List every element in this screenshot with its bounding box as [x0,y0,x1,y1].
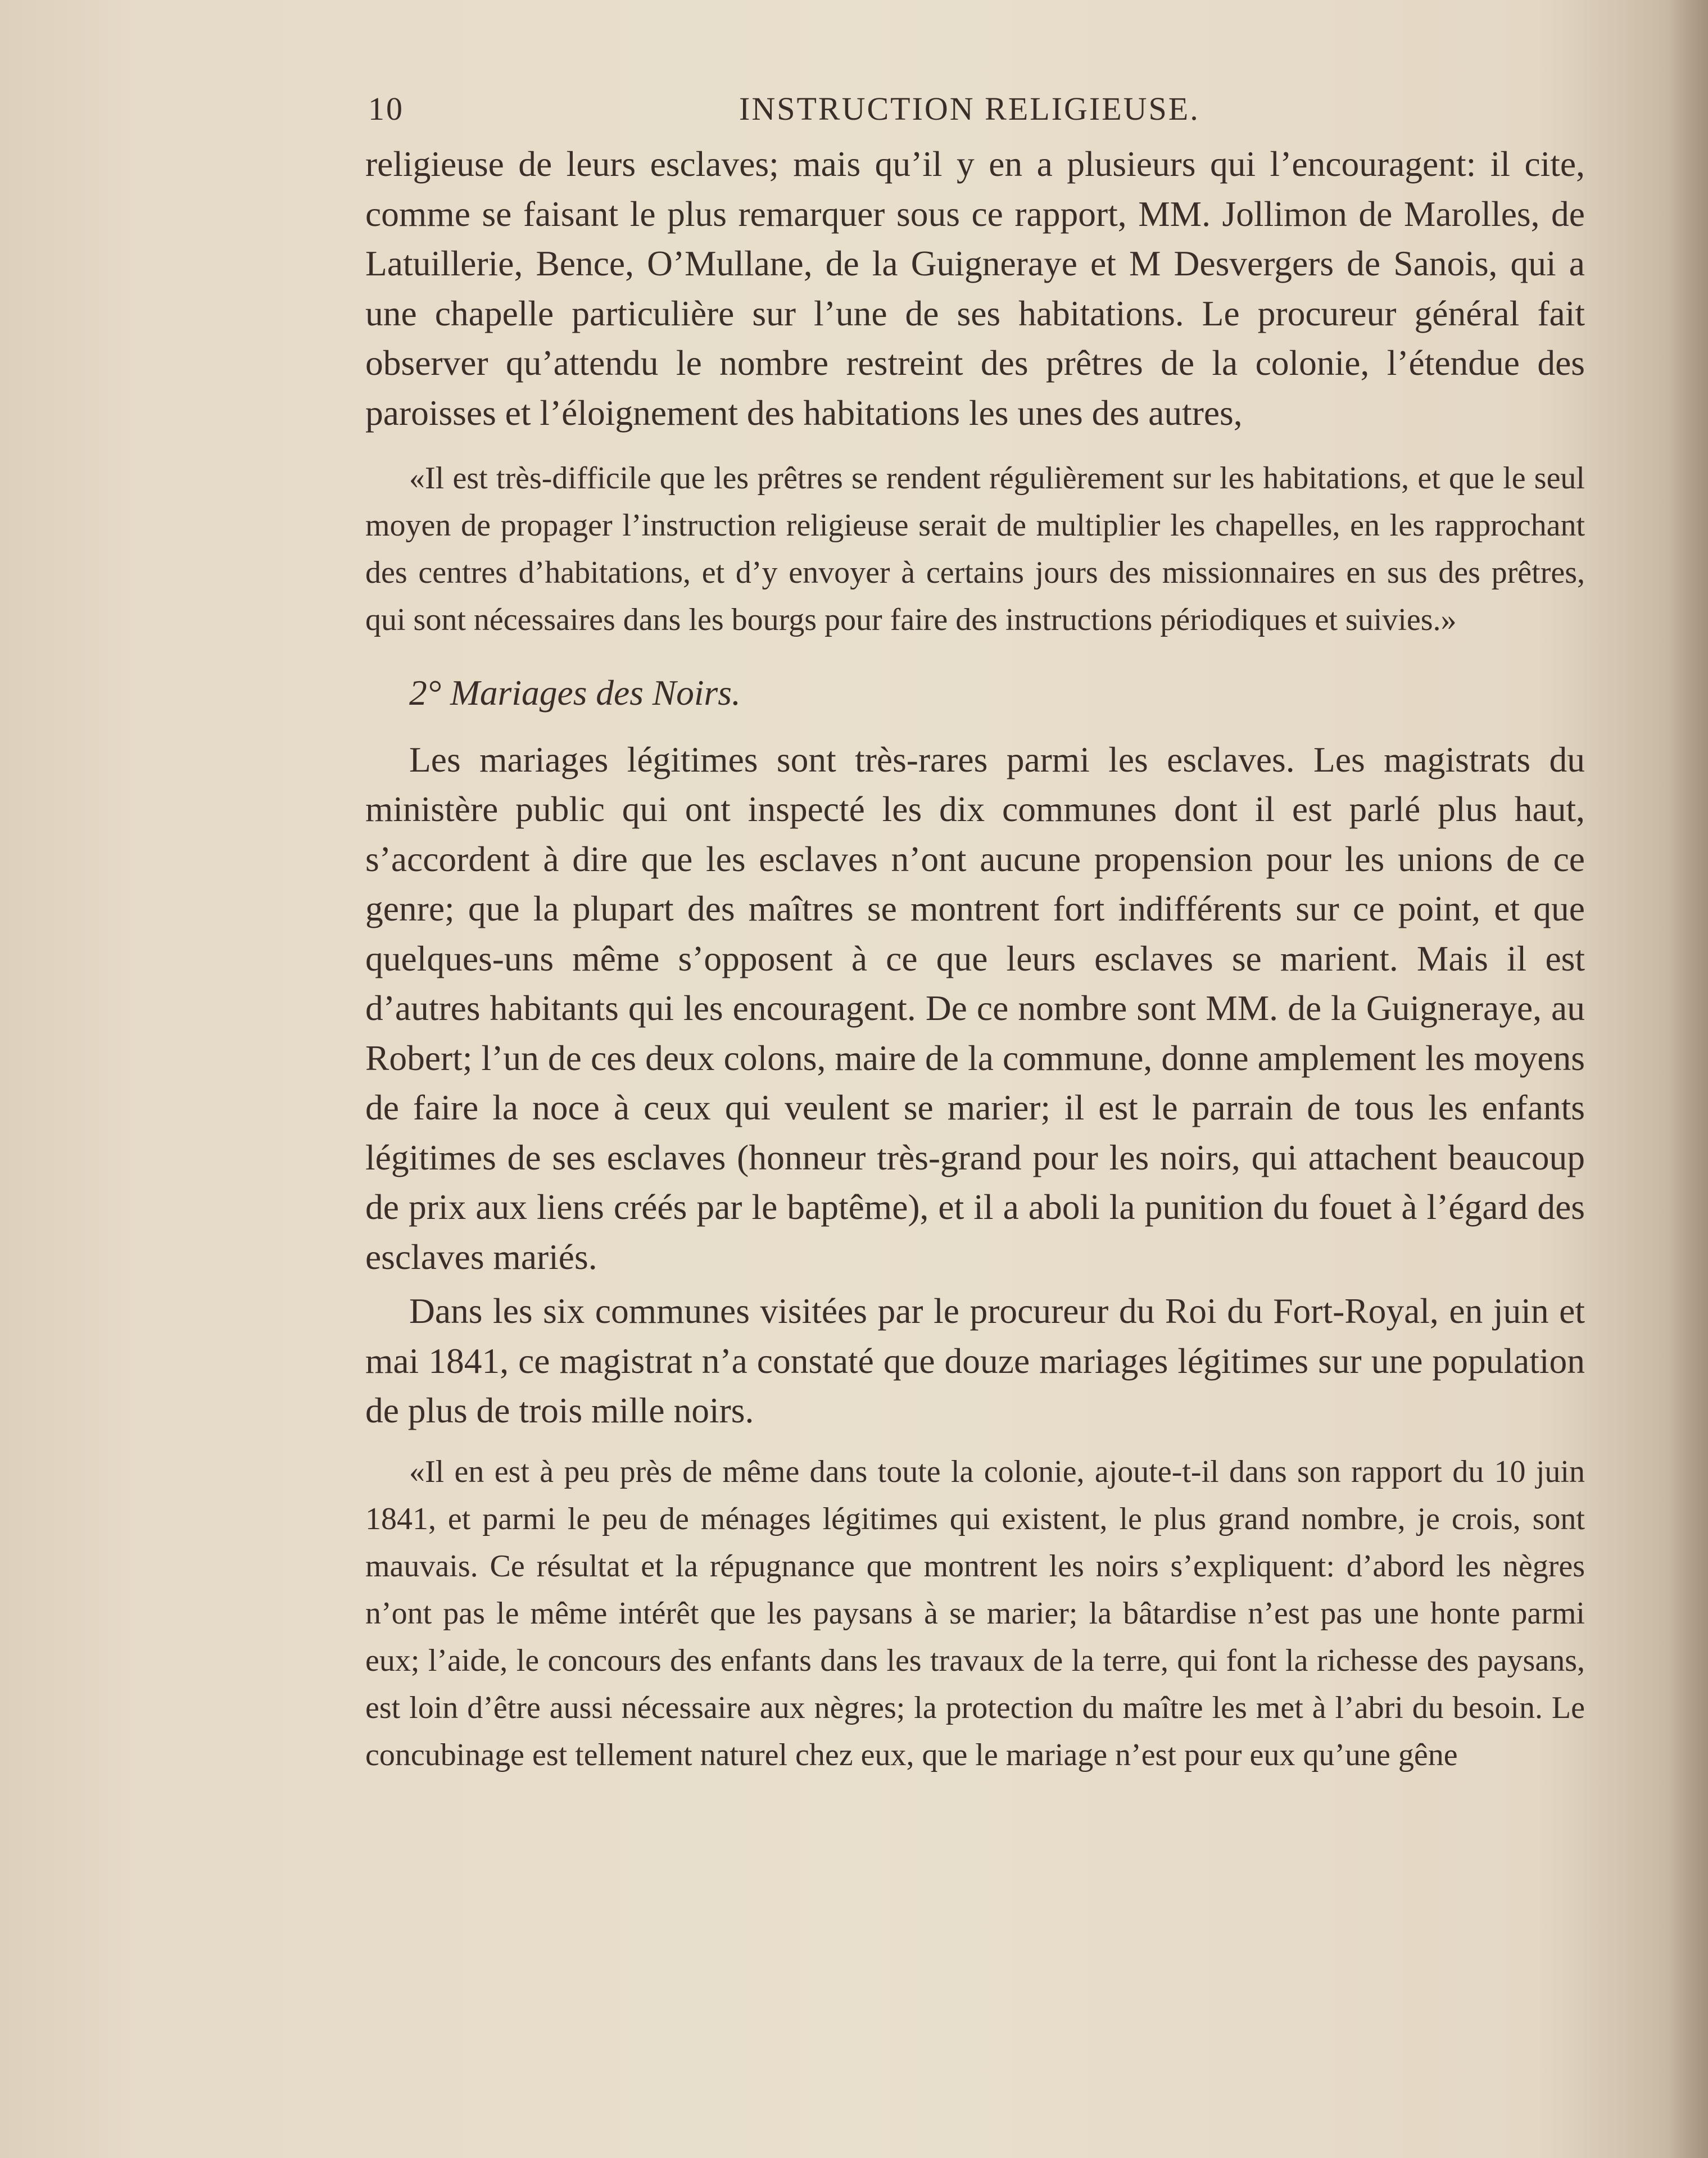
block-quote-procureur: «Il est très-difficile que les prêtres se rendent régulièrement sur les habitations, et que le seul moyen de propager l’instruction religieuse serait de multiplier les chapelles, en les rapprochant des centres d’habitations, et d’y envoyer à certains jours des missionnaires en sus des prêtres, qui sont nécessaires dans les bourgs pour faire des instructions périodiques et suivies.» [365,461,1585,637]
paragraph-mariages: Les mariages légitimes sont très-rares parmi les esclaves. Les magistrats du ministère public qui ont inspecté les dix communes dont il est parlé plus haut, s’accordent à dire que les esclaves n’ont aucune propension pour les unions de ce genre; que la plupart des maîtres se montrent fort indifférents sur ce point, et que quelques-uns même s’opposent à ce que leurs esclaves se marient. Mais il est d’autres habitants qui les encouragent. De ce nombre sont MM. de la Guigneraye, au Robert; l’un de ces deux colons, maire de la commune, donne amplement les moyens de faire la noce à ceux qui veulent se marier; il est le parrain de tous les enfants légitimes de ses esclaves (honneur très-grand pour les noirs, qui attachent beaucoup de prix aux liens créés par le baptême), et il a aboli la punition du fouet à l’égard des esclaves mariés. [365,739,1585,1277]
body-text [365,139,1585,1779]
running-head [368,90,1576,135]
running-title: INSTRUCTION RELIGIEUSE. [739,90,1200,127]
page-number: 10 [368,90,404,127]
section-heading: 2° Mariages des Noirs. [409,673,741,713]
block-quote-rapport: «Il en est à peu près de même dans toute la colonie, ajoute-t-il dans son rapport du 10 juin 1841, et parmi le peu de ménages légitimes qui existent, le plus grand nombre, je crois, sont mauvais. Ce résultat et la répugnance que montrent les noirs s’expliquent: d’abord les nègres n’ont pas le même intérêt que les paysans à se marier; la bâtardise n’est pas une honte parmi eux; l’aide, le concours des enfants dans les travaux de la terre, qui font la richesse des paysans, est loin d’être aussi nécessaire aux nègres; la protection du maître les met à l’abri du besoin. Le concubinage est tellement naturel chez eux, que le mariage n’est pour eux qu’une gêne [365,1454,1585,1772]
paragraph-continuation: religieuse de leurs esclaves; mais qu’il y en a plusieurs qui l’encouragent: il cite, comme se faisant le plus remarquer sous ce rapport, MM. Jollimon de Marolles, de Latuillerie, Bence, O’Mullane, de la Guigneraye et M Desvergers de Sanois, qui a une chapelle particulière sur l’une de ses habitations. Le procureur général fait observer qu’attendu le nombre restreint des prêtres de la colonie, l’étendue des paroisses et l’éloignement des habitations les unes des autres, [365,144,1585,433]
paragraph-communes: Dans les six communes visitées par le procureur du Roi du Fort-Royal, en juin et mai 1841, ce magistrat n’a constaté que douze mariages légitimes sur une population de plus de trois mille noirs. [365,1291,1585,1430]
